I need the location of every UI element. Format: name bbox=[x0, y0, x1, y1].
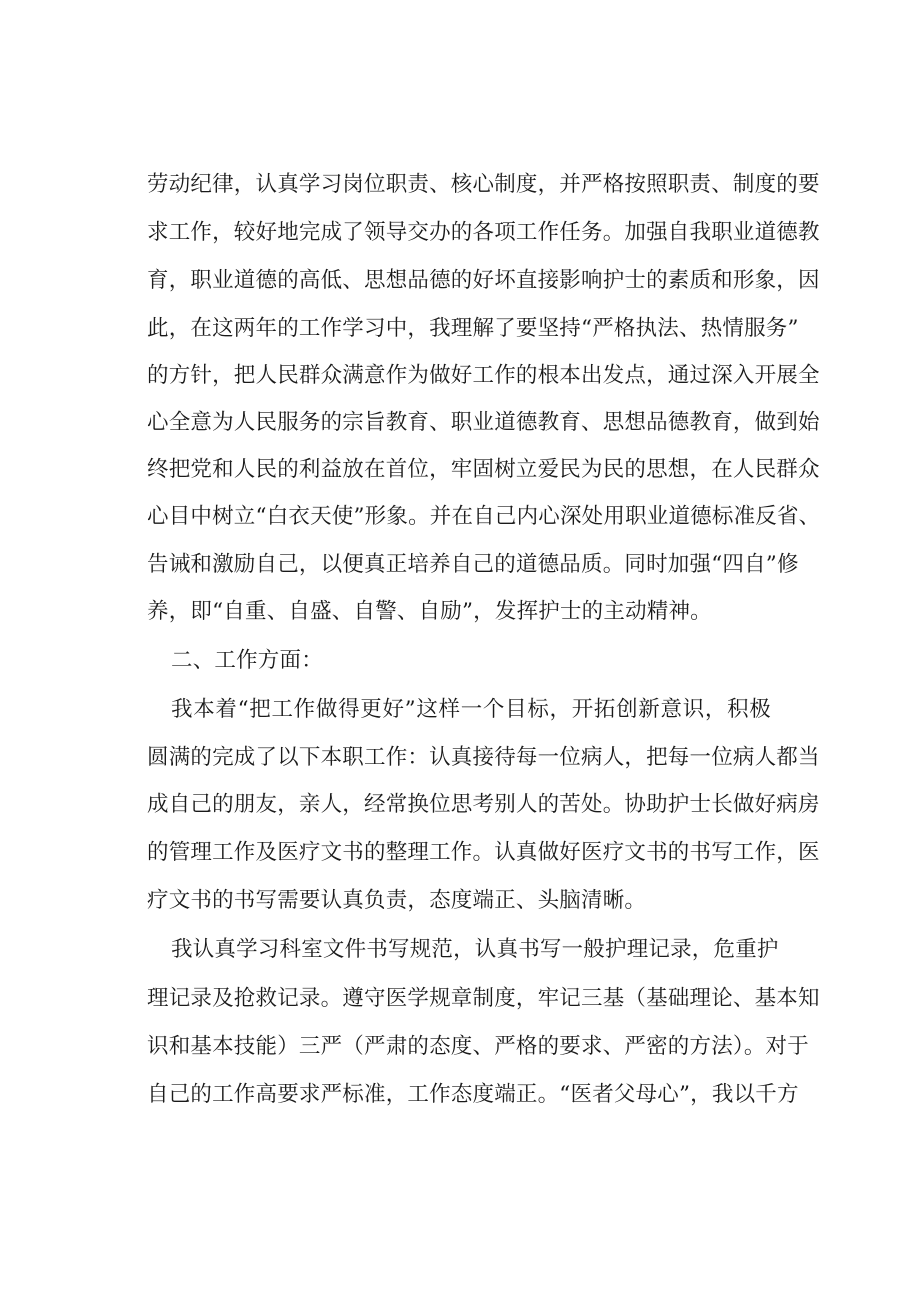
text-line: 的管理工作及医疗文书的整理工作。认真做好医疗文书的书写工作，医 bbox=[147, 840, 820, 865]
text-line: 疗文书的书写需要认真负责，态度端正、头脑清晰。 bbox=[147, 888, 647, 913]
text-line: 此，在这两年的工作学习中，我理解了要坚持“严格执法、热情服务” bbox=[147, 316, 799, 341]
text-line: 自己的工作高要求严标准，工作态度端正。“医者父母心”，我以千方 bbox=[147, 1082, 799, 1107]
text-line: 心目中树立“白衣天使”形象。并在自己内心深处用职业道德标准反省、 bbox=[147, 504, 821, 529]
text-line: 告诫和激励自己，以便真正培养自己的道德品质。同时加强“四自”修 bbox=[147, 552, 799, 577]
text-line: 劳动纪律，认真学习岗位职责、核心制度，并严格按照职责、制度的要 bbox=[147, 172, 820, 197]
text-line: 育，职业道德的高低、思想品德的好坏直接影响护士的素质和形象，因 bbox=[147, 268, 820, 293]
text-line: 成自己的朋友，亲人，经常换位思考别人的苦处。协助护士长做好病房 bbox=[147, 792, 820, 817]
text-line: 圆满的完成了以下本职工作：认真接待每一位病人，把每一位病人都当 bbox=[147, 745, 820, 770]
text-line: 心全意为人民服务的宗旨教育、职业道德教育、思想品德教育，做到始 bbox=[147, 410, 820, 435]
text-line: 识和基本技能）三严（严肃的态度、严格的要求、严密的方法）。对于 bbox=[147, 1034, 809, 1059]
text-line: 我本着“把工作做得更好”这样一个目标，开拓创新意识，积极 bbox=[171, 697, 771, 722]
text-line: 的方针，把人民群众满意作为做好工作的根本出发点，通过深入开展全 bbox=[147, 363, 820, 388]
section-heading: 二、工作方面： bbox=[171, 648, 323, 673]
text-line: 我认真学习科室文件书写规范，认真书写一般护理记录，危重护 bbox=[171, 937, 779, 962]
text-line: 求工作，较好地完成了领导交办的各项工作任务。加强自我职业道德教 bbox=[147, 220, 820, 245]
text-line: 养，即“自重、自盛、自警、自励”，发挥护士的主动精神。 bbox=[147, 599, 712, 624]
text-line: 理记录及抢救记录。遵守医学规章制度，牢记三基（基础理论、基本知 bbox=[147, 986, 820, 1011]
text-line: 终把党和人民的利益放在首位，牢固树立爱民为民的思想，在人民群众 bbox=[147, 457, 820, 482]
